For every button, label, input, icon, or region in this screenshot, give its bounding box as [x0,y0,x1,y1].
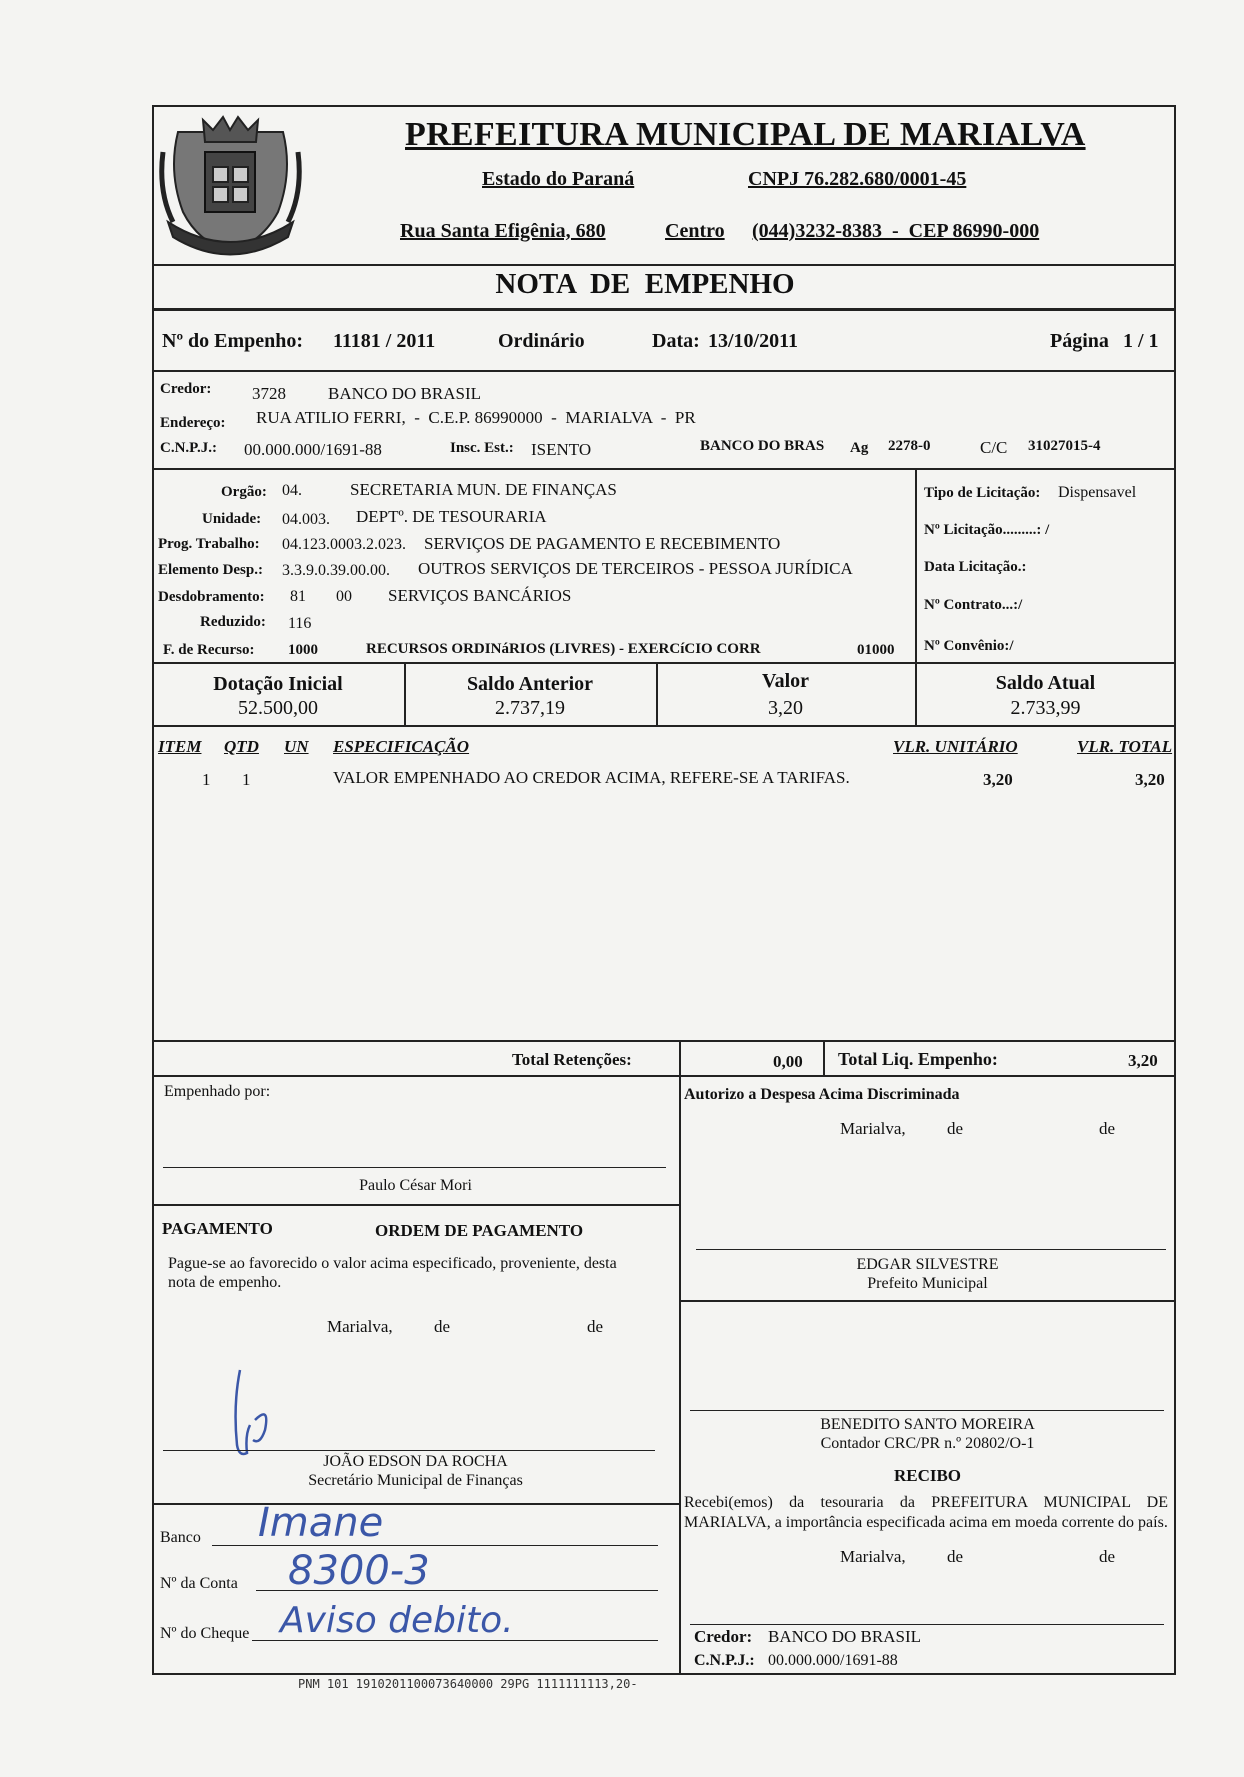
address-label: Endereço: [160,415,226,431]
col-qtd: QTD [224,737,259,756]
col-item: ITEM [158,737,202,756]
pagamento-de1: de [434,1317,451,1336]
fonte-code2: 01000 [857,642,895,658]
ordem-pagamento-label: ORDEM DE PAGAMENTO [375,1221,584,1240]
elemento-code: 3.3.9.0.39.00.00. [282,562,390,579]
banco-handwritten: Imane [258,1500,384,1546]
orgao-desc: SECRETARIA MUN. DE FINANÇAS [350,480,617,499]
reduzido-value: 116 [288,615,312,632]
secretary-role: Secretário Municipal de Finanças [308,1472,523,1489]
autorizo-de2: de [1099,1119,1116,1138]
autorizo-label: Autorizo a Despesa Acima Discriminada [684,1086,960,1103]
pagamento-city: Marialva, [327,1317,393,1336]
prefeito-role: Prefeito Municipal [867,1275,988,1292]
account-value: 31027015-4 [1028,438,1101,454]
saldo-anterior-label: Saldo Anterior [466,673,594,695]
insc-label: Insc. Est.: [450,440,514,456]
secretary-signature-icon [225,1365,295,1460]
saldo-anterior-value: 2.737,19 [495,697,565,719]
doc-title: NOTA DE EMPENHO [495,268,795,300]
pagamento-label: PAGAMENTO [162,1219,273,1238]
header-phone-cep: (044)3232-8383 - CEP 86990-000 [752,220,1040,242]
fonte-code: 1000 [288,642,318,658]
desdobramento-desc: SERVIÇOS BANCÁRIOS [388,586,572,605]
orgao-code: 04. [282,482,302,499]
fonte-label: F. de Recurso: [163,642,255,658]
credor-label: Credor: [160,381,212,397]
fonte-desc: RECURSOS ORDINáRIOS (LIVRES) - EXERCíCIO CORR [366,641,761,657]
col-vlr-total: VLR. TOTAL [1077,737,1173,756]
row-qtd: 1 [242,770,251,789]
page-label: Página [1050,330,1109,352]
unidade-desc: DEPTº. DE TESOURARIA [356,507,547,526]
cheque-handwritten: Aviso debito. [280,1600,514,1641]
valor-value: 3,20 [768,697,803,719]
cnpj-label: C.N.P.J.: [160,440,217,456]
insc-value: ISENTO [531,440,592,459]
saldo-atual-label: Saldo Atual [995,672,1096,694]
page-number: 1 / 1 [1123,330,1159,352]
account-label: C/C [980,438,1008,457]
reduzido-label: Reduzido: [200,614,266,630]
credor-name: BANCO DO BRASIL [328,384,482,403]
row-vlr-total: 3,20 [1135,770,1165,789]
saldo-atual-value: 2.733,99 [1010,697,1081,719]
empenho-date-label: Data: [652,330,700,352]
header-title: PREFEITURA MUNICIPAL DE MARIALVA [405,116,1086,153]
pagamento-text: Pague-se ao favorecido o valor acima especificado, proveniente, desta nota de empenho. [168,1255,617,1291]
secretary-name: JOÃO EDSON DA ROCHA [323,1453,508,1470]
row-item: 1 [202,770,211,789]
contador-name: BENEDITO SANTO MOREIRA [820,1416,1035,1433]
cnpj-value: 00.000.000/1691-88 [244,440,382,459]
unidade-code: 04.003. [282,511,330,528]
pagamento-de2: de [587,1317,604,1336]
elemento-label: Elemento Desp.: [158,562,263,578]
recibo-credor-value: BANCO DO BRASIL [768,1627,922,1646]
orgao-label: Orgão: [221,484,267,500]
data-licitacao-label: Data Licitação.: [924,559,1027,575]
recibo-cnpj-value: 00.000.000/1691-88 [768,1652,898,1669]
desdobramento-code1: 81 [290,588,306,605]
total-liq-label: Total Liq. Empenho: [838,1049,998,1069]
footer-code: PNM 101 1910201100073640000 29PG 1111111113,20- [298,1677,638,1691]
prog-desc: SERVIÇOS DE PAGAMENTO E RECEBIMENTO [424,534,781,553]
total-liq-value: 3,20 [1128,1051,1158,1070]
empenhado-name: Paulo César Mori [359,1177,472,1194]
address-value: RUA ATILIO FERRI, - C.E.P. 86990000 - MARIALVA - PR [256,408,696,427]
row-vlr-unitario: 3,20 [983,770,1013,789]
desdobramento-label: Desdobramento: [158,589,265,605]
num-licitacao-label: Nº Licitação.........: / [924,522,1050,538]
total-retencoes-value: 0,00 [773,1052,803,1071]
recibo-city: Marialva, [840,1547,906,1566]
header-cnpj: CNPJ 76.282.680/0001-45 [748,168,967,190]
empenho-date: 13/10/2011 [708,330,799,352]
valor-label: Valor [761,670,810,692]
contrato-label: Nº Contrato...:/ [924,597,1023,613]
contador-role: Contador CRC/PR n.º 20802/O-1 [820,1435,1035,1452]
elemento-desc: OUTROS SERVIÇOS DE TERCEIROS - PESSOA JURÍDICA [418,559,853,578]
dotacao-label: Dotação Inicial [213,673,343,695]
banco-label: Banco [160,1529,201,1546]
credor-code: 3728 [252,384,286,403]
empenhado-label: Empenhado por: [164,1083,271,1100]
header-state: Estado do Paraná [482,168,635,190]
desdobramento-code2: 00 [336,588,352,605]
empenho-type: Ordinário [498,330,585,352]
autorizo-city: Marialva, [840,1119,906,1138]
tipo-licitacao-value: Dispensavel [1058,484,1137,501]
recibo-de2: de [1099,1547,1116,1566]
col-vlr-unitario: VLR. UNITÁRIO [893,737,1018,756]
bank-label: BANCO DO BRAS [700,438,825,454]
conta-label: Nº da Conta [160,1575,238,1592]
prog-label: Prog. Trabalho: [158,536,260,552]
total-retencoes-label: Total Retenções: [512,1050,632,1069]
prog-code: 04.123.0003.2.023. [282,536,406,553]
agency-label: Ag [850,440,869,456]
cheque-label: Nº do Cheque [160,1625,250,1642]
recibo-de1: de [947,1547,964,1566]
empenho-number-label: Nº do Empenho: [162,330,304,352]
recibo-cnpj-label: C.N.P.J.: [694,1652,755,1669]
col-especificacao: ESPECIFICAÇÃO [333,737,470,756]
recibo-text: Recebi(emos) da tesouraria da PREFEITURA MUNICIPAL DE MARIALVA, a importância especificada acima em moeda corrente do país. [684,1494,1168,1531]
recibo-credor-label: Credor: [694,1627,753,1646]
row-especificacao: VALOR EMPENHADO AO CREDOR ACIMA, REFERE-SE A TARIFAS. [333,768,850,787]
recibo-label: RECIBO [893,1466,962,1485]
dotacao-value: 52.500,00 [238,697,318,719]
agency-value: 2278-0 [888,438,931,454]
convenio-label: Nº Convênio:/ [924,638,1014,654]
tipo-licitacao-label: Tipo de Licitação: [924,485,1041,501]
municipal-coat-of-arms-icon [158,112,303,262]
unidade-label: Unidade: [202,511,262,527]
header-district: Centro [665,220,725,242]
prefeito-name: EDGAR SILVESTRE [856,1256,999,1273]
col-un: UN [284,737,309,756]
conta-handwritten: 8300-3 [288,1548,430,1594]
empenho-number: 11181 / 2011 [333,330,436,352]
header-street: Rua Santa Efigênia, 680 [400,220,606,242]
autorizo-de1: de [947,1119,964,1138]
